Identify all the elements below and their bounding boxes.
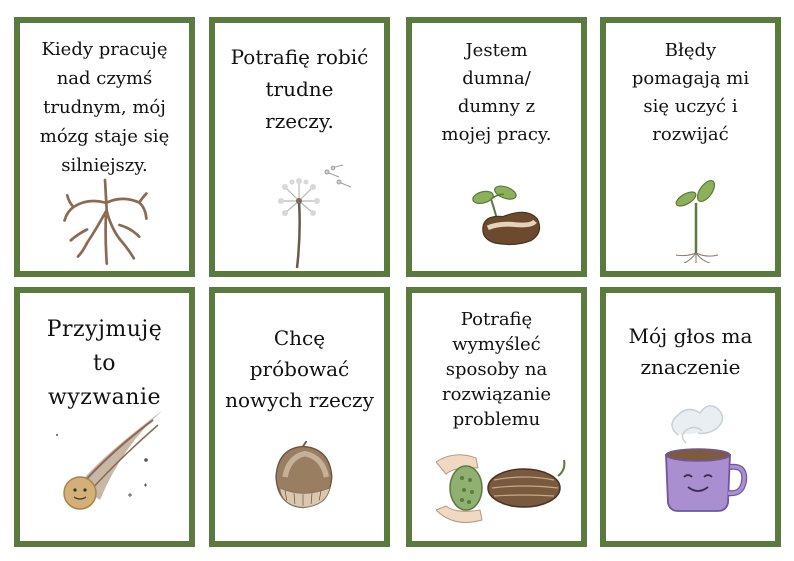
roots-icon <box>60 173 150 268</box>
card-3 <box>406 17 587 277</box>
hands-seeds-icon <box>436 450 566 530</box>
card-1 <box>14 17 195 277</box>
smiling-mug-icon <box>648 395 748 515</box>
card-7 <box>406 287 587 547</box>
card-8 <box>600 287 781 547</box>
card-1-text: Kiedy pracuję nad czymś trudnym, mój mózg staje się silniejszy. <box>39 39 170 176</box>
seedling-icon <box>666 173 726 263</box>
bean-sprout-icon <box>467 181 547 249</box>
card-5 <box>14 287 195 547</box>
card-2-text: Potrafię robić trudne rzeczy. <box>230 45 369 133</box>
card-8-text: Mój głos ma znaczenie <box>628 324 753 379</box>
card-5-text: Przyjmuję to wyzwanie <box>46 317 163 410</box>
card-4 <box>600 17 781 277</box>
comet-icon <box>48 405 168 515</box>
card-4-text: Błędy pomagają mi się uczyć i rozwijać <box>631 40 750 145</box>
card-6-text: Chcę próbować nowych rzeczy <box>225 326 374 412</box>
card-7-text: Potrafię wymyśleć sposoby na rozwiązanie problemu <box>441 309 552 430</box>
hazelnut-icon <box>267 441 339 513</box>
dandelion-icon <box>277 163 377 273</box>
card-2 <box>209 17 390 277</box>
card-6 <box>209 287 390 547</box>
card-3-text: Jestem dumna/ dumny z mojej pracy. <box>441 40 552 145</box>
